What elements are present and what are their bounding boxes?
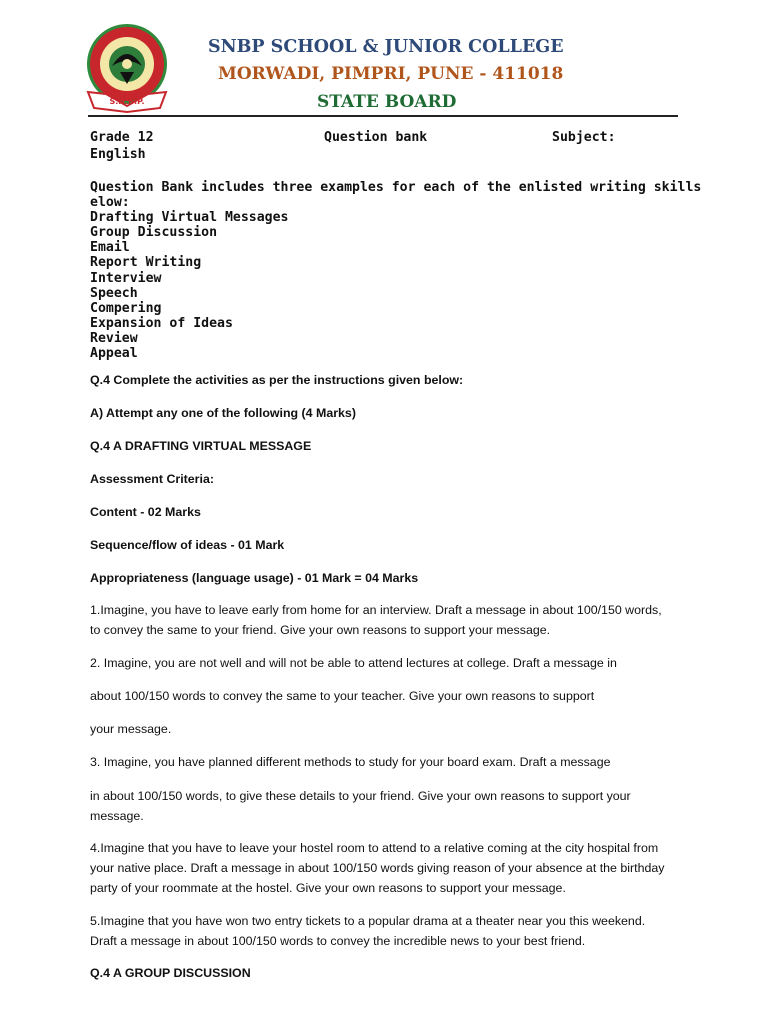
board-name: STATE BOARD (317, 92, 457, 112)
question-4: 4.Imagine that you have to leave your hostel room to attend to a relative coming at the city hospital from your native place. Draft a message in about 100/150 words giving reason of your absence at the birthday party of your roommate at the hostel. Give your own reasons to support your message. (90, 841, 665, 895)
assessment-criteria: Assessment Criteria: (90, 472, 214, 486)
grade-label: Grade 12 (90, 130, 154, 145)
school-logo-icon (84, 22, 170, 114)
skills-list (90, 180, 702, 362)
skill-item: Group Discussion (90, 225, 218, 241)
question-bank-label: Question bank (324, 130, 428, 145)
content-marks: Content - 02 Marks (90, 505, 201, 519)
question-2-line-1: 2. Imagine, you are not well and will not be able to attend lectures at college. Draft a message in (90, 656, 617, 670)
intro-text-continued: elow: (90, 195, 130, 211)
skill-item: Speech (90, 285, 138, 301)
school-name: SNBP SCHOOL & JUNIOR COLLEGE (208, 37, 564, 57)
section-heading-drafting: Q.4 A DRAFTING VIRTUAL MESSAGE (90, 439, 312, 453)
attempt-instruction: A) Attempt any one of the following (4 Marks) (90, 406, 356, 420)
skill-item: Review (90, 330, 138, 346)
header-rule (88, 115, 678, 117)
document-header (84, 22, 678, 117)
question-5: 5.Imagine that you have won two entry tickets to a popular drama at a theater near you this weekend. Draft a message in about 100/150 words to convey the incredible news to your best friend. (90, 914, 646, 948)
question-2-line-3: your message. (90, 722, 172, 736)
skill-item: Email (90, 240, 130, 256)
skill-item: Appeal (90, 346, 138, 362)
skill-item: Compering (90, 300, 162, 316)
skill-item: Drafting Virtual Messages (90, 210, 289, 226)
logo-text: S.N.B.P. (109, 97, 145, 106)
skill-item: Report Writing (90, 255, 202, 271)
question-3-line-1: 3. Imagine, you have planned different methods to study for your board exam. Draft a message (90, 755, 611, 769)
skill-item: Expansion of Ideas (90, 315, 233, 331)
question-1: 1.Imagine, you have to leave early from home for an interview. Draft a message in about 100/150 words, to convey the same to your friend. Give your own reasons to support your message. (90, 603, 662, 637)
q4-heading: Q.4 Complete the activities as per the instructions given below: (90, 373, 464, 387)
section-heading-group-discussion: Q.4 A GROUP DISCUSSION (90, 966, 251, 980)
sequence-marks: Sequence/flow of ideas - 01 Mark (90, 538, 285, 552)
skill-item: Interview (90, 270, 162, 286)
intro-text: Question Bank includes three examples for each of the enlisted writing skills (90, 180, 702, 195)
subject-label: Subject: (552, 130, 616, 145)
question-3-line-2: in about 100/150 words, to give these details to your friend. Give your own reasons to support your message. (90, 789, 631, 823)
school-address: MORWADI, PIMPRI, PUNE - 411018 (218, 64, 564, 84)
subject-value: English (90, 147, 146, 162)
appropriateness-marks: Appropriateness (language usage) - 01 Mark = 04 Marks (90, 571, 419, 585)
question-2-line-2: about 100/150 words to convey the same to your teacher. Give your own reasons to support (90, 689, 595, 703)
